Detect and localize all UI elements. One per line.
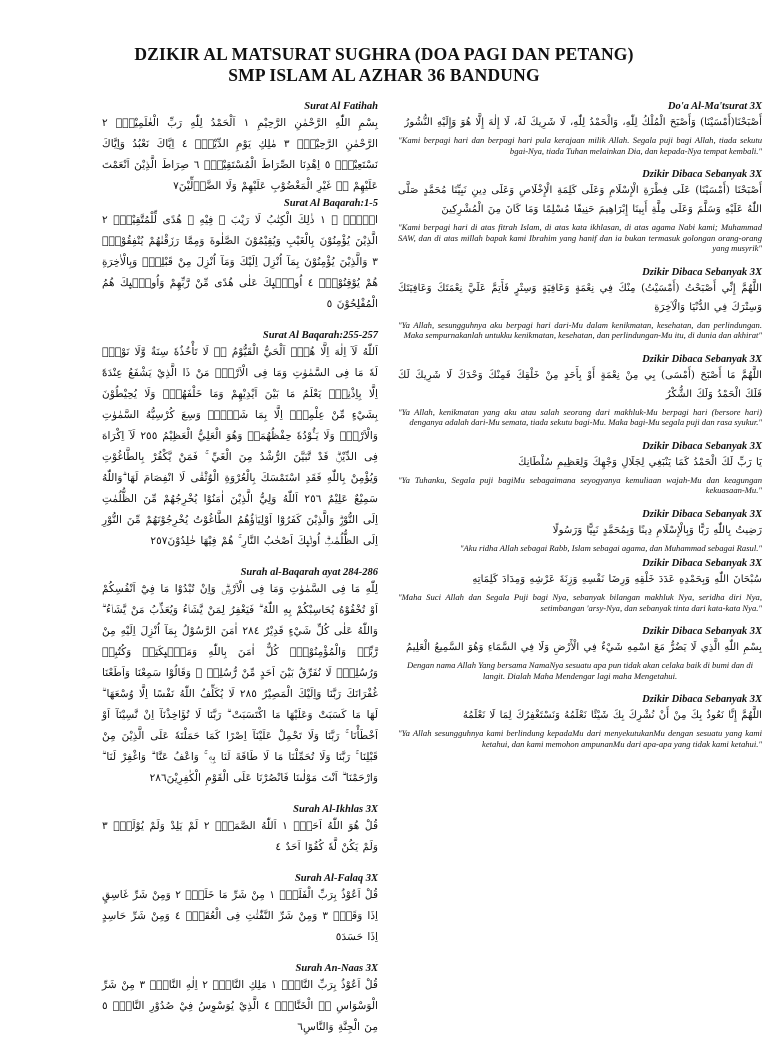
arabic-text: اللَّهُمَّ مَا أَصْبَحَ (أَمْسَى) بِي مِنْ نِعْمَةٍ أَوْ بِأَحَدٍ مِنْ خَلْقِكَ فَمِنْكَ وَحْدَكَ لَا شَرِيكَ لَكَ فَلَكَ الْحَمْدُ وَلَكَ الشُّكْرُ <box>398 369 762 400</box>
translation-text: "Aku ridha Allah sebagai Rabb, Islam sebagai agama, dan Muhammad sebagai Rasul." <box>459 542 762 553</box>
document-title <box>0 44 768 86</box>
arabic-text: اَللّٰهُ لَآ اِلٰهَ اِلَّا هُوَۚ اَلْحَيُّ الْقَيُّوْمُ ەۚ لَا تَأْخُذُهٗ سِنَةٌ وَّلَا نَوْمٌۗ لَهٗ مَا فِى السَّمٰوٰتِ وَمَا فِى الْاَرْضِۗ مَنْ ذَا الَّذِيْ يَشْفَعُ عِنْدَهٗٓ اِلَّا بِاِذْنِهٖۗ يَعْلَمُ مَا بَيْنَ اَيْدِيْهِمْ وَمَا خَلْفَهُمْۚ وَلَا يُحِيْطُوْنَ بِشَيْءٍ مِّنْ عِلْمِهٖٓ اِلَّا بِمَا شَاۤءَۚ وَسِعَ كُرْسِيُّهُ السَّمٰوٰتِ وَالْاَرْضَۚ وَلَا يَـُٔوْدُهٗ حِفْظُهُمَاۚ وَهُوَ الْعَلِيُّ الْعَظِيْمُ ٢٥٥ لَآ اِكْرَاهَ فِى الدِّيْنِۗ قَدْ تَّبَيَّنَ الرُّشْدُ مِنَ الْغَيِّ ۚ فَمَنْ يَّكْفُرْ بِالطَّاغُوْتِ وَيُؤْمِنْ بِاللّٰهِ فَقَدِ اسْتَمْسَكَ بِالْعُرْوَةِ الْوُثْقٰى لَا انْفِصَامَ لَهَا ۗوَاللّٰهُ سَمِيْعٌ عَلِيْمٌ ٢٥٦ اَللّٰهُ وَلِيُّ الَّذِيْنَ اٰمَنُوْا يُخْرِجُهُمْ مِّنَ الظُّلُمٰتِ اِلَى النُّوْرِۗ وَالَّذِيْنَ كَفَرُوْٓا اَوْلِيَاۤؤُهُمُ الطَّاغُوْتُ يُخْرِجُوْنَهُمْ مِّنَ النُّوْرِ اِلَى الظُّلُمٰتِۗ اُولٰۤىِٕكَ اَصْحٰبُ النَّارِ ۚ هُمْ فِيْهَا خٰلِدُوْنَ٢٥٧ <box>102 346 378 547</box>
arabic-text: أَصْبَحْنَا(أَمْسَيْنَا) وَأَصْبَحَ الْمُلْكُ لِلّٰهِ، وَالْحَمْدُ لِلّٰهِ، لَا شَرِيكَ لَهُ، لَا إِلٰهَ إِلَّا هُوَ وَإِلَيْهِ النُّشُورُ <box>404 117 762 128</box>
section-title: Surah Al-Falaq 3X <box>294 873 378 884</box>
title-line-2: SMP ISLAM AL AZHAR 36 BANDUNG <box>228 65 540 85</box>
title-line-1: DZIKIR AL MATSURAT SUGHRA (DOA PAGI DAN PETANG) <box>134 44 634 64</box>
translation-text: "Ya Allah, sesungguhnya aku berpagi hari dari-Mu dalam kenikmatan, kesehatan, dan perlindungan. Maka sempurnakanlah untukku kenikmatan, kesehatan, dan perlindungan-Mu itu, di dunia dan akhirat" <box>398 319 762 340</box>
section-title: Dzikir Dibaca Sebanyak 3X <box>642 558 762 569</box>
translation-text: "Ya Tuhanku, Segala puji bagiMu sebagaimana seyogyanya kemuliaan wajah-Mu dan keagungan kekuasaan-Mu." <box>398 474 762 495</box>
arabic-text: لِلّٰهِ مَا فِى السَّمٰوٰتِ وَمَا فِى الْاَرْضِۗ وَاِنْ تُبْدُوْا مَا فِيْٓ اَنْفُسِكُمْ اَوْ تُخْفُوْهُ يُحَاسِبْكُمْ بِهِ اللّٰهُ ۗ فَيَغْفِرُ لِمَنْ يَّشَاۤءُ وَيُعَذِّبُ مَنْ يَّشَاۤءُ ۗ وَاللّٰهُ عَلٰى كُلِّ شَيْءٍ قَدِيْرٌ ٢٨٤ اٰمَنَ الرَّسُوْلُ بِمَآ اُنْزِلَ اِلَيْهِ مِنْ رَّبِّهٖ وَالْمُؤْمِنُوْنَۗ كُلٌّ اٰمَنَ بِاللّٰهِ وَمَلٰۤىِٕكَتِهٖ وَكُتُبِهٖ وَرُسُلِهٖۗ لَا نُفَرِّقُ بَيْنَ اَحَدٍ مِّنْ رُّسُلِهٖ ۗ وَقَالُوْا سَمِعْنَا وَاَطَعْنَا غُفْرَانَكَ رَبَّنَا وَاِلَيْكَ الْمَصِيْرُ ٢٨٥ لَا يُكَلِّفُ اللّٰهُ نَفْسًا اِلَّا وُسْعَهَا ۗ لَهَا مَا كَسَبَتْ وَعَلَيْهَا مَا اكْتَسَبَتْ ۗ رَبَّنَا لَا تُؤَاخِذْنَآ اِنْ نَّسِيْنَآ اَوْ اَخْطَأْنَا ۚ رَبَّنَا وَلَا تَحْمِلْ عَلَيْنَآ اِصْرًا كَمَا حَمَلْتَهٗ عَلَى الَّذِيْنَ مِنْ قَبْلِنَا ۚ رَبَّنَا وَلَا تُحَمِّلْنَا مَا لَا طَاقَةَ لَنَا بِهٖ ۚ وَاعْفُ عَنَّا ۗ وَاغْفِرْ لَنَا ۗ وَارْحَمْنَا ۗ اَنْتَ مَوْلٰىنَا فَانْصُرْنَا عَلَى الْقَوْمِ الْكٰفِرِيْنَ٢٨٦ <box>102 583 378 784</box>
section-dzikir-7 <box>398 625 762 681</box>
arabic-text: قُلْ اَعُوْذُ بِرَبِّ الْفَلَقِۙ ١ مِنْ شَرِّ مَا خَلَقَۙ ٢ وَمِنْ شَرِّ غَاسِقٍ اِذَا وَقَبَۙ ٣ وَمِنْ شَرِّ النَّفّٰثٰتِ فِى الْعُقَدِۙ ٤ وَمِنْ شَرِّ حَاسِدٍ اِذَا حَسَدَ٥ <box>102 889 379 943</box>
section-title: Dzikir Dibaca Sebanyak 3X <box>642 169 762 180</box>
arabic-text: قُلْ اَعُوْذُ بِرَبِّ النَّاسِۙ ١ مَلِكِ النَّاسِۙ ٢ اِلٰهِ النَّاسِۙ ٣ مِنْ شَرِّ الْوَسْوَاسِ ەۙ الْخَنَّاسِۖ ٤ الَّذِيْ يُوَسْوِسُ فِيْ صُدُوْرِ النَّاسِۙ ٥ مِنَ الْجِنَّةِ وَالنَّاسِ٦ <box>102 979 378 1033</box>
section-dzikir-2 <box>398 266 762 341</box>
section-title: Surat Al Baqarah:255-257 <box>262 330 378 341</box>
section-dzikir-3 <box>398 353 762 428</box>
section-title: Dzikir Dibaca Sebanyak 3X <box>642 694 762 705</box>
arabic-text: الۤمّۤ ۚ ١ ذٰلِكَ الْكِتٰبُ لَا رَيْبَ ۛ فِيْهِ ۛ هُدًى لِّلْمُتَّقِيْنَۙ ٢ الَّذِيْنَ يُؤْمِنُوْنَ بِالْغَيْبِ وَيُقِيْمُوْنَ الصَّلٰوةَ وَمِمَّا رَزَقْنٰهُمْ يُنْفِقُوْنَۙ ٣ وَالَّذِيْنَ يُؤْمِنُوْنَ بِمَآ اُنْزِلَ اِلَيْكَ وَمَآ اُنْزِلَ مِنْ قَبْلِكَۚ وَبِالْاٰخِرَةِ هُمْ يُوْقِنُوْنَۗ ٤ اُولٰۤىِٕكَ عَلٰى هُدًى مِّنْ رَّبِّهِمْ وَاُولٰۤىِٕكَ هُمُ الْمُفْلِحُوْنَ ٥ <box>102 214 378 310</box>
section-title: Dzikir Dibaca Sebanyak 3X <box>642 626 762 637</box>
section-an-naas <box>102 962 378 1038</box>
arabic-text: بِسْمِ اللّٰهِ الَّذِي لَا يَضُرُّ مَعَ اسْمِهِ شَيْءٌ فِي الْأَرْضِ وَلَا فِي السَّمَاءِ وَهُوَ السَّمِيعُ الْعَلِيمُ <box>406 642 762 653</box>
arabic-text: سُبْحَانَ اللّٰهِ وَبِحَمْدِهِ عَدَدَ خَلْقِهِ وَرِضَا نَفْسِهِ وَزِنَةَ عَرْشِهِ وَمِدَادَ كَلِمَاتِهِ <box>472 574 762 585</box>
section-dzikir-1 <box>398 168 762 254</box>
translation-text: "Ya Allah sesungguhnya kami berlindung kepadaMu dari menyekutukanMu dengan sesuatu yang kami ketahui, dan kami memohon ampunanMu dari apa-apa yang tidak kami ketahui." <box>398 728 762 749</box>
section-title: Dzikir Dibaca Sebanyak 3X <box>642 353 762 365</box>
section-al-fatihah <box>102 100 378 197</box>
arabic-text: رَضِيتُ بِاللّٰهِ رَبًّا وَبِالْإِسْلَامِ دِينًا وَبِمُحَمَّدٍ نَبِيًّا وَرَسُولًا <box>552 524 762 536</box>
section-al-ikhlas <box>102 803 378 858</box>
section-dzikir-5 <box>398 508 762 554</box>
section-dzikir-8 <box>398 693 762 749</box>
section-title: Do'a Al-Ma'tsurat 3X <box>667 101 762 112</box>
section-title: Dzikir Dibaca Sebanyak 3X <box>642 508 762 520</box>
arabic-text: بِسْمِ اللّٰهِ الرَّحْمٰنِ الرَّحِيْمِ ١ اَلْحَمْدُ لِلّٰهِ رَبِّ الْعٰلَمِيْنَۙ ٢ الرَّحْمٰنِ الرَّحِيْمِۙ ٣ مٰلِكِ يَوْمِ الدِّيْنِۗ ٤ اِيَّاكَ نَعْبُدُ وَاِيَّاكَ نَسْتَعِيْنُۗ ٥ اِهْدِنَا الصِّرَاطَ الْمُسْتَقِيْمَۙ ٦ صِرَاطَ الَّذِيْنَ اَنْعَمْتَ عَلَيْهِمْ ەۙ غَيْرِ الْمَغْضُوْبِ عَلَيْهِمْ وَلَا الضَّاۤلِّيْنَ٧ <box>102 117 379 192</box>
arabic-text: أَصْبَحْنَا (أَمْسَيْنَا) عَلَى فِطْرَةِ الْإِسْلَامِ وَعَلَى كَلِمَةِ الْإِخْلَاصِ وَعَلَى دِينِ نَبِيِّنَا مُحَمَّدٍ صَلَّى اللّٰهُ عَلَيْهِ وَسَلَّمَ وَعَلَى مِلَّةِ أَبِينَا إِبْرَاهِيمَ حَنِيفًا مُسْلِمًا وَمَا كَانَ مِنَ الْمُشْرِكِينَ <box>398 185 762 215</box>
section-al-baqarah-284-286 <box>102 566 378 789</box>
translation-text: "Kami berpagi hari di atas fitrah Islam, di atas kata ikhlasan, di atas agama Nabi kami; Muhammad SAW, dan di atas millah bapak kami Ibrahim yang hanif dan ia bukan termasuk golongan orang-orang yang musyrik" <box>398 222 762 253</box>
arabic-text: اللَّهُمَّ إِنِّي أَصْبَحْتُ (أَمْسَيْتُ) مِنْكَ فِي نِعْمَةٍ وَعَافِيَةٍ وَسِتْرٍ فَأَتِمَّ عَلَيَّ نِعْمَتَكَ وَعَافِيَتَكَ وَسِتْرَكَ فِي الدُّنْيَا وَالْآخِرَةِ <box>398 282 762 313</box>
section-title: Dzikir Dibaca Sebanyak 3X <box>642 266 762 278</box>
section-title: Surat Al Fatihah <box>304 101 378 112</box>
translation-text: "Maha Suci Allah dan Segala Puji bagi Nya, sebanyak bilangan makhluk Nya, seridha diri Nya, setimbangan 'arsy-Nya, dan sebanyak tinta dari kata-kata Nya." <box>398 592 762 613</box>
section-al-falaq <box>102 872 378 948</box>
translation-text: "Ya Allah, kenikmatan yang aku atau salah seorang dari makhluk-Mu berpagi hari (bersore hari) denganya adalah dari-Mu semata, tiada sekutu bagi-Mu. Maka bagi-Mu segala puji dan rasa syukur." <box>398 406 762 427</box>
section-title: Dzikir Dibaca Sebanyak 3X <box>642 440 762 452</box>
right-column <box>398 100 762 749</box>
section-title: Surat Al Baqarah:1-5 <box>283 198 378 209</box>
translation-text: Dengan nama Allah Yang bersama NamaNya sesuatu apa pun tidak akan celaka baik di bumi dan di langit. Dialah Maha Mendengar lagi maha Mengetahui. <box>406 660 754 681</box>
section-al-baqarah-1-5 <box>102 197 378 315</box>
section-doa-al-matsurat <box>398 100 762 156</box>
section-title: Surah al-Baqarah ayat 284-286 <box>240 567 378 578</box>
arabic-text: اللَّهُمَّ إِنَّا نَعُوذُ بِكَ مِنْ أَنْ نُشْرِكَ بِكَ شَيْئًا نَعْلَمُهُ وَنَسْتَغْفِرُكَ لِمَا لَا نَعْلَمُهُ <box>462 710 762 721</box>
section-title: Surah An-Naas 3X <box>295 963 378 974</box>
arabic-text: يَا رَبِّ لَكَ الْحَمْدُ كَمَا يَنْبَغِي لِجَلَالِ وَجْهِكَ وَلِعَظِيمِ سُلْطَانِكَ <box>518 456 762 468</box>
section-al-baqarah-255-257 <box>102 329 378 552</box>
section-title: Surah Al-Ikhlas 3X <box>293 804 378 815</box>
translation-text: "Kami berpagi hari dan berpagi hari pula kerajaan milik Allah. Segala puji bagi Allah, tiada sekutu bgai-Nya, tiada Tuhan melainkan Dia, dan kepada-Nya tempat kembali." <box>398 135 762 156</box>
section-dzikir-6 <box>398 557 762 613</box>
section-dzikir-4 <box>398 440 762 496</box>
left-column <box>102 100 378 1038</box>
arabic-text: قُلْ هُوَ اللّٰهُ اَحَدٌۚ ١ اَللّٰهُ الصَّمَدُۚ ٢ لَمْ يَلِدْ وَلَمْ يُوْلَدْۙ ٣ وَلَمْ يَكُنْ لَّهٗ كُفُوًا اَحَدٌ ٤ <box>102 820 379 853</box>
